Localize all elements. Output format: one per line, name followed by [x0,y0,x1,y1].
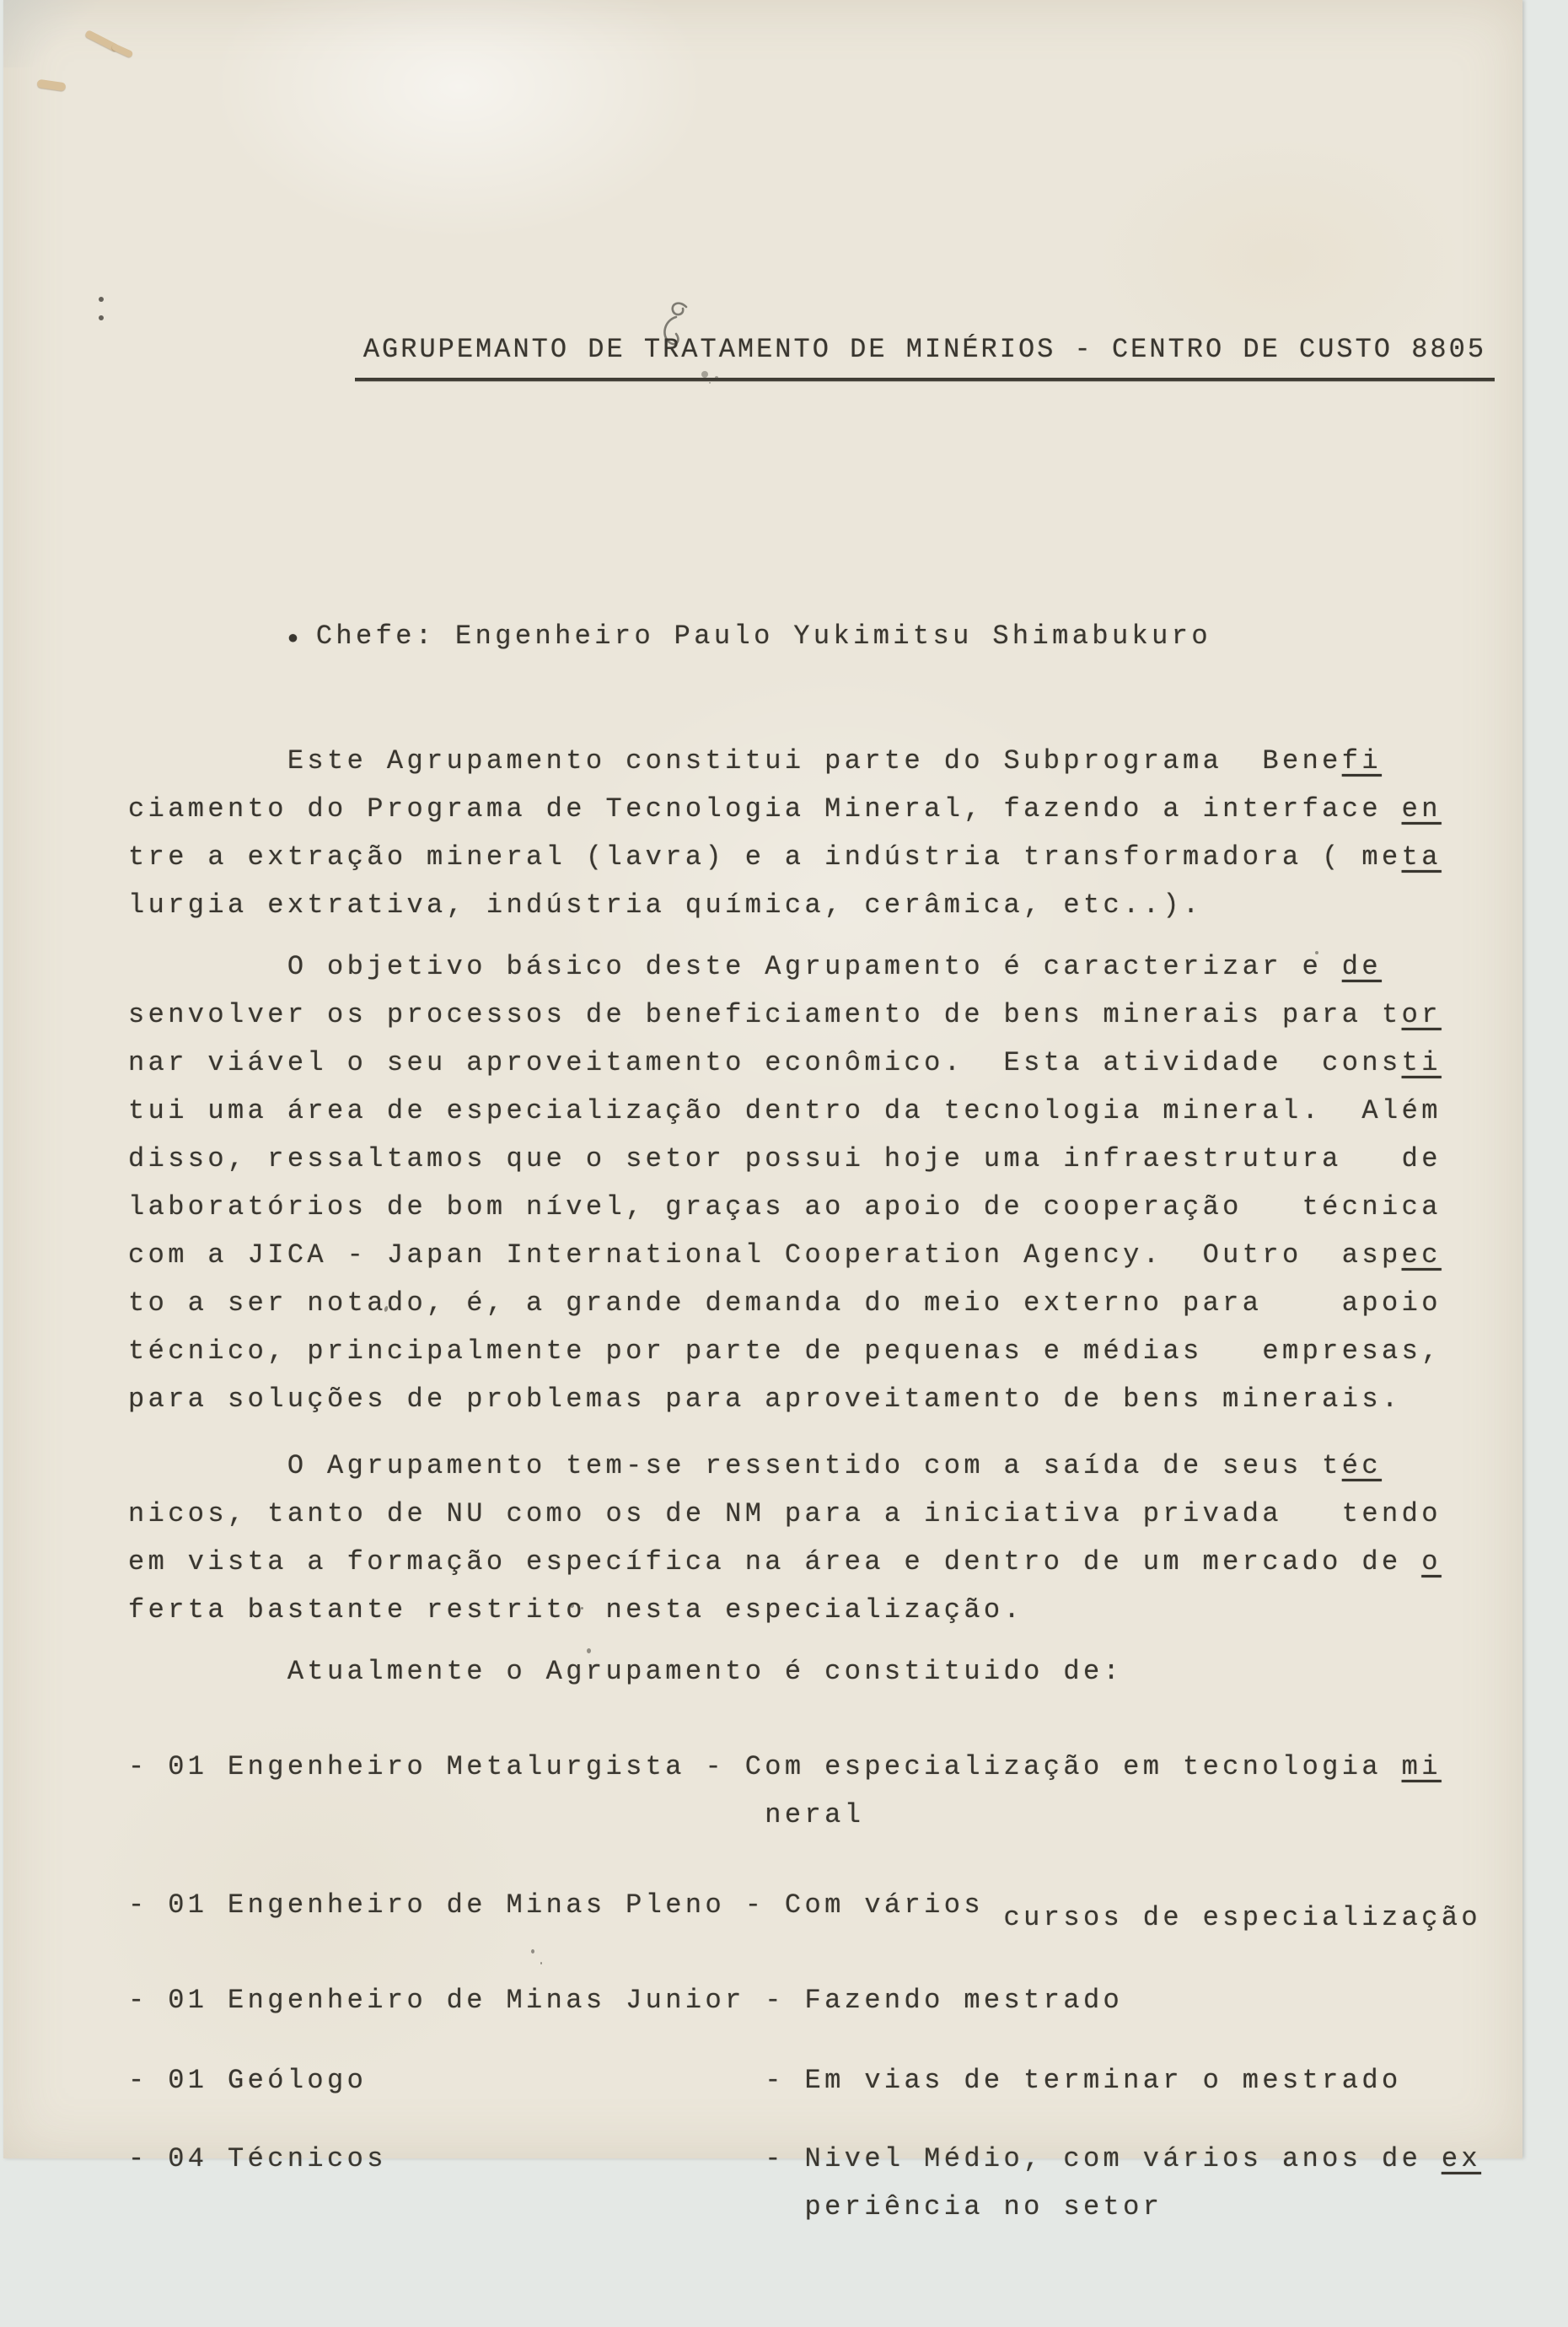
text-line: to a ser notado, é, a grande demanda do meio externo para apoio [128,1287,1442,1319]
paragraph [128,943,1489,1423]
typewritten-content [128,181,1489,2327]
ink-speck [99,297,104,302]
text-line: técnico, principalmente por parte de pequenas e médias empresas, [128,1335,1442,1367]
text-line: para soluções de problemas para aproveitamento de bens minerais. [128,1384,1402,1415]
list-item [128,1743,1489,1839]
text-line: nicos, tanto de NU como os de NM para a iniciativa privada tendo [128,1498,1442,1529]
text-line: - 01 Geólogo - Em vias de terminar o mestrado [128,2065,1402,2096]
list-item [128,1976,1489,2024]
chief-line [128,564,1489,652]
document-paper [3,0,1522,2222]
text-line: senvolver os processos de beneficiamento de bens minerais para tor [128,999,1442,1030]
bullet-mark: ● [287,628,303,649]
text-line: - 01 Engenheiro de Minas Junior - Fazendo mestrado [128,1985,1124,2016]
text-line: - 01 Engenheiro de Minas Pleno - Com vários cursos de especialização [128,1889,1482,1933]
text-line: Atualmente o Agrupamento é constituido de: [128,1656,1124,1687]
paragraph [128,1442,1489,1634]
text-line: laboratórios de bom nível, graças ao apoio de cooperação técnica [128,1191,1442,1223]
paragraph [128,737,1489,929]
document-title [196,277,1489,429]
list-item [128,1881,1489,1933]
text-line: com a JICA - Japan International Cooperation Agency. Outro aspec [128,1239,1442,1271]
text-line: neral [128,1799,865,1830]
chief-text: Chefe: Engenheiro Paulo Yukimitsu Shimabukuro [315,621,1211,652]
staple-mark [110,43,133,58]
staple-mark [36,79,66,92]
text-line: tui uma área de especialização dentro da tecnologia mineral. Além [128,1095,1442,1126]
list-item [128,2056,1489,2104]
text-line: disso, ressaltamos que o setor possui hoje uma infraestrutura de [128,1143,1442,1174]
document-body [128,737,1489,2231]
text-line: O Agrupamento tem-se ressentido com a saída de seus téc [128,1450,1383,1481]
document-title-text: AGRUPEMANTO DE TRATAMENTO DE MINÉRIOS - CENTRO DE CUSTO 8805 [355,325,1495,381]
text-line: ciamento do Programa de Tecnologia Mineral, fazendo a interface en [128,793,1442,825]
text-line: nar viável o seu aproveitamento econômico. Esta atividade consti [128,1047,1442,1078]
text-line: periência no setor [128,2191,1163,2222]
text-line: - 01 Engenheiro Metalurgista - Com especialização em tecnologia mi [128,1751,1442,1782]
text-line: em vista a formação específica na área e dentro de um mercado de o [128,1546,1442,1577]
text-line: O objetivo básico deste Agrupamento é caracterizar e de [128,951,1383,982]
text-line: Este Agrupamento constitui parte do Subprograma Benefi [128,745,1383,777]
text-line: ferta bastante restrito nesta especialização. [128,1594,1024,1626]
list-item [128,2135,1489,2231]
text-line: lurgia extrativa, indústria química, cerâmica, etc..). [128,889,1203,921]
text-line: - 04 Técnicos - Nivel Médio, com vários anos de ex [128,2143,1482,2174]
paragraph [128,1647,1489,1696]
text-line: tre a extração mineral (lavra) e a indústria transformadora ( meta [128,841,1442,873]
